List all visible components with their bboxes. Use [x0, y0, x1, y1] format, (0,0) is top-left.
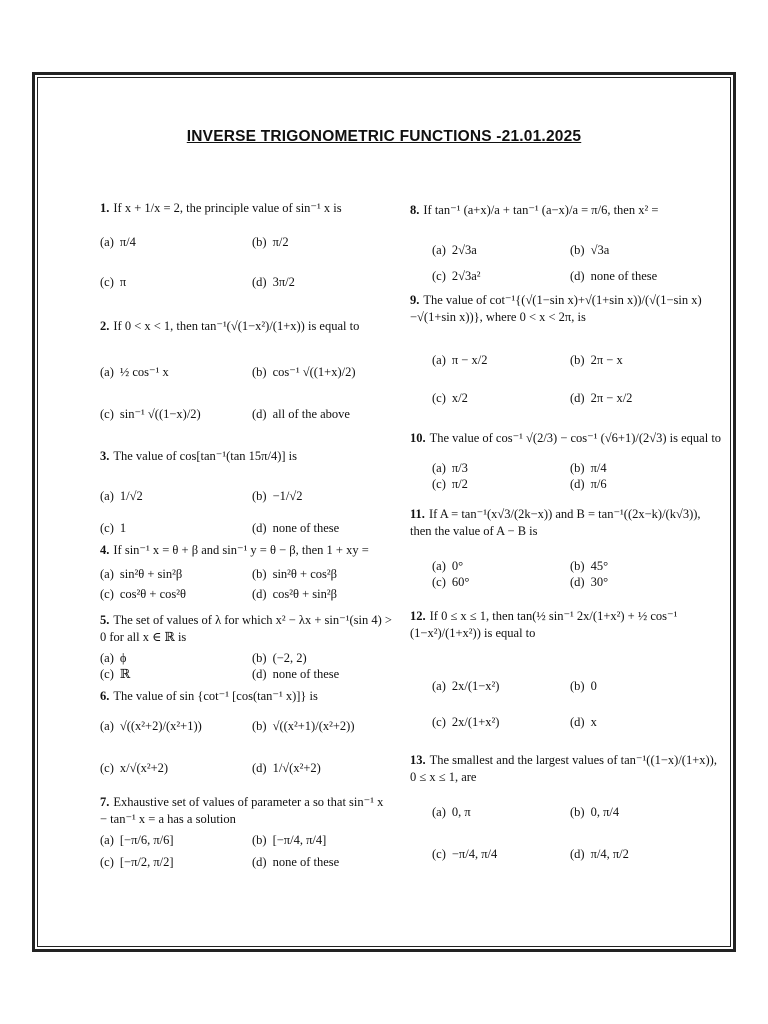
option-b [570, 460, 607, 477]
option-a [100, 234, 136, 251]
option-text: x/2 [451, 391, 468, 405]
option-text: cos²θ + sin²β [272, 587, 337, 601]
option-text: none of these [272, 855, 340, 869]
option-text: sin²θ + sin²β [119, 567, 183, 581]
option-label: (d) [252, 407, 267, 421]
option-a [432, 460, 468, 477]
option-b [570, 678, 597, 695]
option-a [100, 650, 126, 667]
option-label: (a) [100, 833, 114, 847]
option-text: 2√3a² [451, 269, 481, 283]
option-c [100, 406, 201, 423]
option-text: 2π − x/2 [590, 391, 633, 405]
option-b [252, 650, 307, 667]
option-a [432, 352, 487, 369]
option-label: (b) [252, 567, 267, 581]
question-10 [410, 430, 722, 491]
option-a [100, 718, 202, 735]
option-label: (d) [570, 575, 585, 589]
question-stem: If 0 ≤ x ≤ 1, then tan(½ sin⁻¹ 2x/(1+x²) + ½ cos⁻¹ (1−x²)/(1+x²)) is equal to [410, 609, 678, 640]
option-label: (b) [570, 243, 585, 257]
option-label: (b) [570, 805, 585, 819]
option-d [570, 714, 597, 731]
question-stem: The smallest and the largest values of tan⁻¹((1−x)/(1+x)), 0 ≤ x ≤ 1, are [410, 753, 717, 784]
option-c [100, 274, 126, 291]
option-label: (c) [432, 477, 446, 491]
option-text: 1/√(x²+2) [272, 761, 321, 775]
option-b [570, 352, 623, 369]
option-text: x/√(x²+2) [119, 761, 169, 775]
option-text: [−π/4, π/4] [272, 833, 327, 847]
option-d [252, 760, 321, 777]
option-d [252, 854, 339, 871]
option-c [432, 574, 469, 591]
option-d [252, 406, 350, 423]
question-number: 2. [100, 319, 110, 333]
option-label: (d) [252, 667, 267, 681]
option-b [252, 488, 302, 505]
option-text: 3π/2 [272, 275, 295, 289]
option-c [432, 268, 481, 285]
question-stem: The value of cos⁻¹ √(2/3) − cos⁻¹ (√6+1)/(2√3) is equal to [429, 431, 722, 445]
option-label: (a) [432, 353, 446, 367]
option-b [252, 364, 356, 381]
question-2 [100, 318, 392, 421]
option-c [100, 666, 130, 683]
option-b [252, 234, 289, 251]
option-text: −1/√2 [272, 489, 303, 503]
option-label: (b) [252, 365, 267, 379]
option-label: (a) [100, 365, 114, 379]
question-number: 7. [100, 795, 110, 809]
option-c [432, 846, 497, 863]
option-a [432, 242, 477, 259]
option-d [252, 586, 337, 603]
option-text: 2x/(1−x²) [451, 679, 500, 693]
question-stem: If A = tan⁻¹(x√3/(2k−x)) and B = tan⁻¹((2x−k)/(k√3)), then the value of A − B is [410, 507, 701, 538]
option-text: π/3 [451, 461, 468, 475]
option-text: −π/4, π/4 [451, 847, 498, 861]
option-label: (a) [100, 567, 114, 581]
option-text: √((x²+2)/(x²+1)) [119, 719, 202, 733]
question-number: 12. [410, 609, 426, 623]
question-11 [410, 506, 722, 589]
option-text: [−π/2, π/2] [119, 855, 174, 869]
option-label: (d) [570, 477, 585, 491]
question-number: 5. [100, 613, 110, 627]
option-label: (c) [432, 847, 446, 861]
option-label: (d) [570, 391, 585, 405]
option-text: π [119, 275, 127, 289]
option-text: cos²θ + cos²θ [119, 587, 186, 601]
option-label: (c) [432, 391, 446, 405]
option-label: (d) [252, 761, 267, 775]
option-label: (b) [252, 833, 267, 847]
question-stem: The value of cos[tan⁻¹(tan 15π/4)] is [113, 449, 297, 463]
option-c [100, 854, 174, 871]
option-label: (a) [100, 651, 114, 665]
option-label: (d) [252, 275, 267, 289]
option-text: π/6 [590, 477, 607, 491]
option-label: (a) [432, 243, 446, 257]
option-a [432, 678, 499, 695]
question-number: 11. [410, 507, 425, 521]
option-text: 2√3a [451, 243, 477, 257]
page-title: INVERSE TRIGONOMETRIC FUNCTIONS -21.01.2025 [186, 128, 582, 145]
option-label: (d) [570, 715, 585, 729]
option-label: (d) [570, 269, 585, 283]
question-number: 4. [100, 543, 110, 557]
option-label: (c) [100, 761, 114, 775]
option-label: (d) [252, 587, 267, 601]
option-text: none of these [272, 667, 340, 681]
option-text: π/4, π/2 [590, 847, 629, 861]
option-a [432, 804, 471, 821]
option-label: (b) [252, 651, 267, 665]
option-text: π/4 [590, 461, 607, 475]
question-5 [100, 612, 392, 681]
option-text: 2x/(1+x²) [451, 715, 500, 729]
option-text: none of these [272, 521, 340, 535]
option-c [432, 476, 468, 493]
option-text: 1 [119, 521, 127, 535]
option-label: (c) [100, 587, 114, 601]
question-4 [100, 542, 392, 601]
option-d [570, 574, 608, 591]
option-c [432, 390, 468, 407]
question-stem: The set of values of λ for which x² − λx + sin⁻¹(sin 4) > 0 for all x ∈ ℝ is [100, 613, 392, 644]
option-label: (a) [100, 235, 114, 249]
option-b [252, 718, 354, 735]
option-text: π/4 [119, 235, 136, 249]
option-text: sin⁻¹ √((1−x)/2) [119, 407, 201, 421]
option-label: (a) [100, 719, 114, 733]
option-c [100, 586, 186, 603]
option-text: π/2 [451, 477, 468, 491]
option-label: (a) [432, 559, 446, 573]
option-b [252, 566, 337, 583]
question-9 [410, 292, 722, 405]
option-a [100, 832, 174, 849]
option-label: (b) [252, 489, 267, 503]
question-number: 6. [100, 689, 110, 703]
option-text: none of these [590, 269, 658, 283]
question-12 [410, 608, 722, 729]
option-label: (c) [432, 715, 446, 729]
option-text: √3a [590, 243, 610, 257]
option-a [100, 364, 169, 381]
option-label: (a) [432, 805, 446, 819]
option-label: (a) [100, 489, 114, 503]
option-label: (c) [100, 275, 114, 289]
question-8 [410, 202, 722, 283]
option-a [100, 488, 143, 505]
question-stem: The value of sin {cot⁻¹ [cos(tan⁻¹ x)]} is [113, 689, 318, 703]
question-stem: The value of cot⁻¹{(√(1−sin x)+√(1+sin x))/(√(1−sin x)−√(1+sin x))}, where 0 < x < 2π, is [410, 293, 702, 324]
question-number: 10. [410, 431, 426, 445]
option-a [432, 558, 463, 575]
option-label: (c) [100, 855, 114, 869]
option-b [252, 832, 326, 849]
option-label: (a) [432, 461, 446, 475]
option-text: [−π/6, π/6] [119, 833, 174, 847]
question-stem: If x + 1/x = 2, the principle value of sin⁻¹ x is [113, 201, 342, 215]
option-label: (b) [570, 679, 585, 693]
option-text: π − x/2 [451, 353, 488, 367]
question-number: 9. [410, 293, 420, 307]
option-text: 0 [590, 679, 597, 693]
option-text: 0, π [451, 805, 471, 819]
question-7 [100, 794, 392, 869]
option-d [570, 846, 629, 863]
question-stem: If sin⁻¹ x = θ + β and sin⁻¹ y = θ − β, then 1 + xy = [113, 543, 369, 557]
option-b [570, 804, 619, 821]
option-c [100, 760, 168, 777]
option-text: 30° [590, 575, 609, 589]
option-text: sin²θ + cos²β [272, 567, 337, 581]
option-label: (b) [570, 353, 585, 367]
option-label: (b) [252, 235, 267, 249]
option-label: (c) [432, 575, 446, 589]
option-text: 60° [451, 575, 470, 589]
option-label: (d) [252, 855, 267, 869]
option-d [570, 390, 632, 407]
question-number: 8. [410, 203, 420, 217]
option-text: 1/√2 [119, 489, 143, 503]
option-label: (d) [570, 847, 585, 861]
question-stem: If tan⁻¹ (a+x)/a + tan⁻¹ (a−x)/a = π/6, then x² = [423, 203, 659, 217]
option-text: (−2, 2) [272, 651, 307, 665]
option-text: 0, π/4 [590, 805, 620, 819]
question-1 [100, 200, 392, 289]
question-13 [410, 752, 722, 861]
question-3 [100, 448, 392, 535]
option-c [100, 520, 126, 537]
option-text: π/2 [272, 235, 289, 249]
option-text: 0° [451, 559, 464, 573]
option-d [570, 268, 657, 285]
option-text: √((x²+1)/(x²+2)) [272, 719, 355, 733]
option-b [570, 558, 608, 575]
option-text: cos⁻¹ √((1+x)/2) [272, 365, 356, 379]
option-text: ϕ [119, 651, 127, 665]
option-label: (b) [570, 559, 585, 573]
option-text: 2π − x [590, 353, 623, 367]
question-number: 13. [410, 753, 426, 767]
option-label: (c) [100, 667, 114, 681]
option-label: (c) [100, 407, 114, 421]
option-label: (b) [570, 461, 585, 475]
option-text: all of the above [272, 407, 350, 421]
question-number: 1. [100, 201, 110, 215]
option-text: 45° [590, 559, 609, 573]
option-d [570, 476, 607, 493]
question-6 [100, 688, 392, 775]
option-a [100, 566, 182, 583]
option-label: (a) [432, 679, 446, 693]
option-d [252, 520, 339, 537]
option-text: ℝ [119, 667, 131, 681]
option-label: (c) [100, 521, 114, 535]
option-label: (c) [432, 269, 446, 283]
option-d [252, 666, 339, 683]
option-d [252, 274, 295, 291]
question-stem: If 0 < x < 1, then tan⁻¹(√(1−x²)/(1+x)) is equal to [113, 319, 360, 333]
option-c [432, 714, 499, 731]
option-text: ½ cos⁻¹ x [119, 365, 169, 379]
option-label: (d) [252, 521, 267, 535]
question-stem: Exhaustive set of values of parameter a so that sin⁻¹ x − tan⁻¹ x = a has a solution [100, 795, 384, 826]
option-label: (b) [252, 719, 267, 733]
option-text: x [590, 715, 597, 729]
question-number: 3. [100, 449, 110, 463]
option-b [570, 242, 609, 259]
